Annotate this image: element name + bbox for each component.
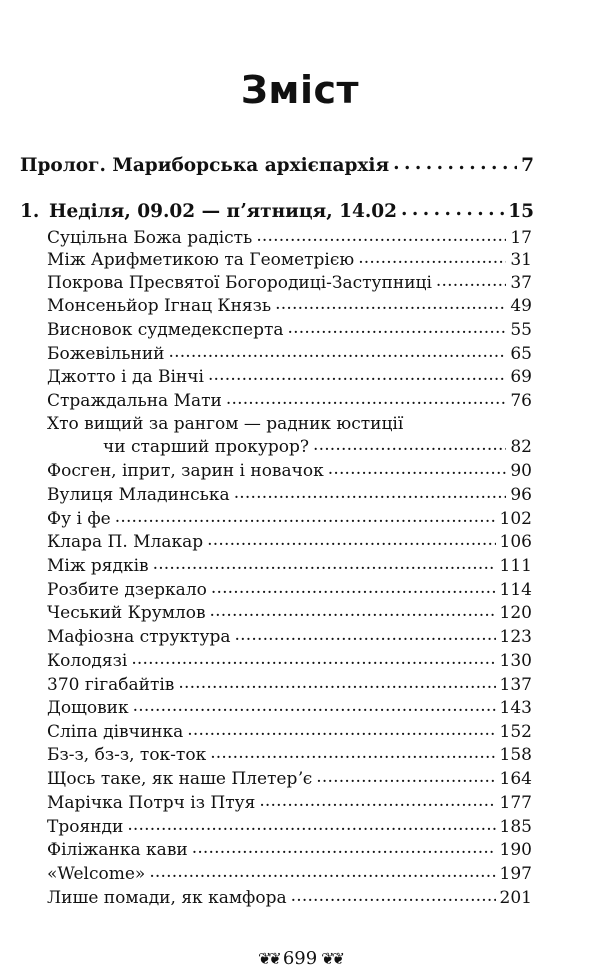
leader-dots [291, 886, 496, 906]
leader-dots [208, 365, 506, 385]
toc-entry-label: Щось таке, як наше Плетерʼє [47, 769, 313, 789]
toc-entry[interactable] [47, 437, 532, 457]
toc-entry[interactable] [47, 675, 532, 695]
leader-dots [133, 696, 496, 716]
toc-entry[interactable] [47, 344, 532, 364]
toc-entry[interactable] [47, 273, 532, 293]
page-footer [0, 948, 600, 969]
toc-entry-page: 17 [510, 228, 532, 248]
toc-entry-label: Фу і фе [47, 509, 111, 529]
toc-entry-label: Монсеньйор Ігнац Князь [47, 296, 272, 316]
toc-entry-page: 65 [510, 344, 532, 364]
toc-entry-page: 96 [510, 485, 532, 505]
toc-entry[interactable] [47, 391, 532, 411]
leader-dots [275, 294, 506, 314]
leader-dots [316, 767, 495, 787]
toc-entry-page: 201 [499, 888, 532, 908]
toc-entry-label: Страждальна Мати [47, 391, 222, 411]
leader-dots [210, 601, 496, 621]
leader-dots [153, 554, 496, 574]
toc-entry-label: Хто вищий за рангом — радник юстиції [47, 414, 404, 434]
toc-entry[interactable] [47, 556, 532, 576]
leader-dots [234, 483, 507, 503]
toc-entry[interactable] [47, 793, 532, 813]
toc-entry[interactable] [47, 320, 532, 340]
toc-part-number: 1. [20, 201, 40, 222]
toc-entry-page: 190 [499, 840, 532, 860]
leader-dots [288, 318, 507, 338]
toc-entry-label: Клара П. Млакар [47, 532, 204, 552]
toc-entry-page: 130 [499, 651, 532, 671]
toc-entry-page: 102 [499, 509, 532, 529]
toc-entry[interactable] [47, 532, 532, 552]
toc-entry-page: 82 [510, 437, 532, 457]
toc-entry-line1[interactable] [47, 414, 403, 434]
toc-entry[interactable] [47, 722, 532, 742]
ornament-right-icon: ❦❦ [321, 949, 342, 968]
toc-entry-label: «Welcome» [47, 864, 146, 884]
toc-entry-page: 37 [510, 273, 532, 293]
toc-entry-page: 137 [499, 675, 532, 695]
toc-entry-label: Божевільний [47, 344, 165, 364]
leader-dots [187, 720, 495, 740]
toc-entry-label: Покрова Пресвятої Богородиці-Заступниці [47, 273, 432, 293]
toc-entry-page: 111 [499, 556, 532, 576]
toc-entry[interactable] [47, 296, 532, 316]
toc-entry[interactable] [47, 603, 532, 623]
leader-dots [358, 248, 506, 268]
leader-dots [256, 226, 506, 246]
toc-entry[interactable] [47, 864, 532, 884]
toc-entry-page: 164 [499, 769, 532, 789]
leader-dots [393, 153, 517, 174]
leader-dots [115, 507, 496, 527]
leader-dots [313, 435, 506, 455]
toc-entry-label: Джотто і да Вінчі [47, 367, 204, 387]
toc-entry-page: 123 [499, 627, 532, 647]
toc-entry-label: Лише помади, як камфора [47, 888, 287, 908]
toc-entry[interactable] [47, 888, 532, 908]
page-title: Зміст [240, 68, 360, 112]
leader-dots [149, 862, 495, 882]
toc-prolog-label: Пролог. Мариборська архієпархія [20, 155, 390, 176]
toc-entry-label: Розбите дзеркало [47, 580, 207, 600]
toc-entry[interactable] [47, 580, 532, 600]
toc-entry-label: 370 гігабайтів [47, 675, 175, 695]
leader-dots [235, 625, 496, 645]
toc-entry[interactable] [47, 367, 532, 387]
toc-entry-page: 76 [510, 391, 532, 411]
leader-dots [436, 271, 506, 291]
toc-entry-label: Сліпа дівчинка [47, 722, 184, 742]
leader-dots [210, 743, 495, 763]
leader-dots [131, 649, 495, 669]
toc-entry-page: 49 [510, 296, 532, 316]
leader-dots [127, 815, 495, 835]
toc-entry[interactable] [47, 627, 532, 647]
toc-entry-label: Троянди [47, 817, 124, 837]
toc-entry[interactable] [47, 485, 532, 505]
toc-entry-label: Суцільна Божа радість [47, 228, 253, 248]
leader-dots [192, 838, 496, 858]
toc-entry-page: 152 [499, 722, 532, 742]
toc-entry-label: Бз-з, бз-з, ток-ток [47, 745, 207, 765]
toc-entry-label: Чеський Крумлов [47, 603, 206, 623]
toc-entry-label: Марічка Потрч із Птуя [47, 793, 256, 813]
toc-entry-label: Між Арифметикою та Геометрією [47, 250, 355, 270]
page-number: 699 [282, 948, 318, 969]
toc-entry-page: 55 [510, 320, 532, 340]
toc-entry-page: 69 [510, 367, 532, 387]
toc-entry-page: 114 [499, 580, 532, 600]
toc-entry[interactable] [47, 228, 532, 248]
toc-part-label: Неділя, 09.02 — пʼятниця, 14.02 [49, 201, 398, 222]
toc-entry-label: Фосген, іприт, зарин і новачок [47, 461, 324, 481]
leader-dots [207, 530, 495, 550]
leader-dots [168, 342, 506, 362]
toc-entry-label: Між рядків [47, 556, 149, 576]
leader-dots [401, 199, 504, 220]
toc-entry[interactable] [47, 698, 532, 718]
ornament-left-icon: ❦❦ [258, 949, 279, 968]
toc-entry-page: 158 [499, 745, 532, 765]
toc-entry-label: Мафіозна структура [47, 627, 231, 647]
toc-entry[interactable] [47, 250, 532, 270]
toc-part-page: 15 [508, 201, 534, 222]
toc-entry-page: 31 [510, 250, 532, 270]
toc-entry-label: Вулиця Младинська [47, 485, 230, 505]
toc-entry-page: 185 [499, 817, 532, 837]
leader-dots [211, 578, 496, 598]
leader-dots [328, 459, 507, 479]
toc-entry-page: 177 [499, 793, 532, 813]
toc-prolog[interactable] [20, 155, 534, 176]
toc-entry-page: 143 [499, 698, 532, 718]
toc-entry-page: 106 [499, 532, 532, 552]
toc-entry-label-cont: чи старший прокурор? [103, 437, 309, 457]
toc-entry[interactable] [47, 745, 532, 765]
toc-entry-label: Філіжанка кави [47, 840, 188, 860]
toc-entry[interactable] [47, 840, 532, 860]
toc-entry-label: Колодязі [47, 651, 128, 671]
toc-entry-label: Дощовик [47, 698, 129, 718]
toc-entry[interactable] [47, 651, 532, 671]
toc-entry-page: 90 [510, 461, 532, 481]
toc-entry[interactable] [47, 509, 532, 529]
toc-entry[interactable] [47, 461, 532, 481]
toc-entry-page: 197 [499, 864, 532, 884]
leader-dots [226, 389, 506, 409]
leader-dots [178, 673, 495, 693]
toc-entry[interactable] [47, 817, 532, 837]
toc-entry[interactable] [47, 769, 532, 789]
toc-entry-page: 120 [499, 603, 532, 623]
leader-dots [259, 791, 495, 811]
toc-prolog-page: 7 [521, 155, 534, 176]
toc-entry-label: Висновок судмедексперта [47, 320, 284, 340]
toc-part-1[interactable] [20, 201, 534, 222]
